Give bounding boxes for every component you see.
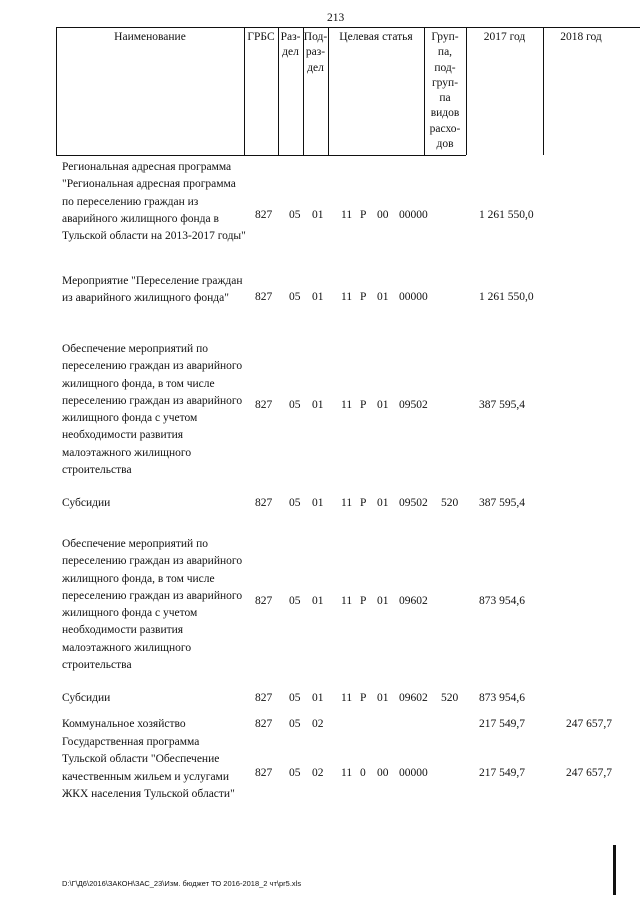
row-target-event: 01 <box>377 497 389 509</box>
header-grbs: ГРБС <box>247 31 275 43</box>
header-target: Целевая статья <box>339 31 413 43</box>
col-divider <box>56 27 57 155</box>
row-2017: 387 595,4 <box>479 497 525 509</box>
row-target-code: 00000 <box>399 209 428 221</box>
table-row <box>0 690 640 710</box>
row-grbs: 827 <box>255 595 273 607</box>
row-razd: 05 <box>289 718 301 730</box>
row-target-code: 00000 <box>399 767 428 779</box>
row-name: Субсидии <box>62 497 111 509</box>
row-target-code: 09502 <box>399 497 428 509</box>
table-row <box>0 734 640 824</box>
row-name: Субсидии <box>62 692 111 704</box>
row-podr: 02 <box>312 767 324 779</box>
row-grbs: 827 <box>255 497 273 509</box>
row-target-subprogram: 0 <box>360 767 366 779</box>
row-target-program: 11 <box>341 399 353 411</box>
row-name: Коммунальное хозяйство <box>62 718 186 730</box>
row-target-program: 11 <box>341 767 353 779</box>
row-podr: 02 <box>312 718 324 730</box>
row-target-event: 01 <box>377 399 389 411</box>
row-2017: 873 954,6 <box>479 595 525 607</box>
header-name: Наименование <box>114 31 186 43</box>
table-row <box>0 273 640 328</box>
row-razd: 05 <box>289 767 301 779</box>
page-number: 213 <box>327 12 345 24</box>
row-target-subprogram: Р <box>360 291 367 303</box>
table-row <box>0 495 640 515</box>
row-target-event: 00 <box>377 209 389 221</box>
row-grbs: 827 <box>255 718 273 730</box>
row-podr: 01 <box>312 692 324 704</box>
row-name: Региональная адресная программа "Региональная адресная программа по переселению граждан из аварийного жилищного фонда в Тульской области на 2013-2017 годы" <box>62 161 246 243</box>
row-target-event: 01 <box>377 692 389 704</box>
col-divider <box>543 27 544 155</box>
row-name: Государственная программа Тульской области "Обеспечение качественным жильем и услугами ЖКХ населения Тульской области" <box>62 736 235 800</box>
row-name: Обеспечение мероприятий по переселению граждан из аварийного жилищного фонда, в том числе переселению граждан из аварийного жилищного фонда с учетом необходимости развития малоэтажного жилищного строительства <box>62 343 243 477</box>
row-target-program: 11 <box>341 291 353 303</box>
header-razd: Раз- дел <box>280 31 301 59</box>
row-target-subprogram: Р <box>360 692 367 704</box>
row-razd: 05 <box>289 291 301 303</box>
row-group: 520 <box>441 497 459 509</box>
row-razd: 05 <box>289 399 301 411</box>
row-target-subprogram: Р <box>360 399 367 411</box>
row-target-code: 09502 <box>399 399 428 411</box>
row-target-program: 11 <box>341 595 353 607</box>
header-top-border <box>56 27 640 28</box>
table-row <box>0 716 640 734</box>
row-2018: 247 657,7 <box>566 718 612 730</box>
row-razd: 05 <box>289 497 301 509</box>
row-target-event: 01 <box>377 291 389 303</box>
table-header <box>56 27 640 155</box>
table-row <box>0 341 640 477</box>
header-2017: 2017 год <box>483 31 526 43</box>
row-podr: 01 <box>312 497 324 509</box>
row-2017: 1 261 550,0 <box>479 291 534 303</box>
row-podr: 01 <box>312 209 324 221</box>
file-path-footer: D:\Г\Д6\2016\ЗАКОН\ЗАС_23\Изм. бюджет ТО 2016-2018_2 чт\pr5.xls <box>62 879 302 888</box>
row-target-program: 11 <box>341 692 353 704</box>
row-target-subprogram: Р <box>360 497 367 509</box>
col-divider <box>466 27 467 155</box>
row-target-event: 01 <box>377 595 389 607</box>
col-divider <box>328 27 329 155</box>
row-grbs: 827 <box>255 692 273 704</box>
header-group: Груп- па, под- груп- па видов расхо- дов <box>429 31 461 151</box>
row-razd: 05 <box>289 692 301 704</box>
row-2017: 873 954,6 <box>479 692 525 704</box>
row-name: Обеспечение мероприятий по переселению граждан из аварийного жилищного фонда, в том числе переселению граждан из аварийного жилищного фонда с учетом необходимости развития малоэтажного жилищного строительства <box>62 538 243 672</box>
row-target-event: 00 <box>377 767 389 779</box>
table-row <box>0 159 640 271</box>
row-2018: 247 657,7 <box>566 767 612 779</box>
row-target-subprogram: Р <box>360 209 367 221</box>
row-2017: 217 549,7 <box>479 767 525 779</box>
row-2017: 387 595,4 <box>479 399 525 411</box>
row-grbs: 827 <box>255 399 273 411</box>
row-razd: 05 <box>289 209 301 221</box>
header-2018: 2018 год <box>560 31 602 43</box>
row-podr: 01 <box>312 595 324 607</box>
row-target-program: 11 <box>341 497 353 509</box>
header-podr: Под- раз- дел <box>303 31 328 74</box>
row-grbs: 827 <box>255 209 273 221</box>
row-target-program: 11 <box>341 209 353 221</box>
scan-edge-mark <box>613 845 616 895</box>
row-target-subprogram: Р <box>360 595 367 607</box>
row-razd: 05 <box>289 595 301 607</box>
row-target-code: 09602 <box>399 692 428 704</box>
row-name: Мероприятие "Переселение граждан из аварийного жилищного фонда" <box>62 275 243 305</box>
header-bottom-border <box>56 155 466 156</box>
row-grbs: 827 <box>255 767 273 779</box>
row-2017: 1 261 550,0 <box>479 209 534 221</box>
row-target-code: 00000 <box>399 291 428 303</box>
row-grbs: 827 <box>255 291 273 303</box>
row-podr: 01 <box>312 291 324 303</box>
col-divider <box>244 27 245 155</box>
row-podr: 01 <box>312 399 324 411</box>
row-2017: 217 549,7 <box>479 718 525 730</box>
table-row <box>0 536 640 672</box>
row-group: 520 <box>441 692 459 704</box>
row-target-code: 09602 <box>399 595 428 607</box>
